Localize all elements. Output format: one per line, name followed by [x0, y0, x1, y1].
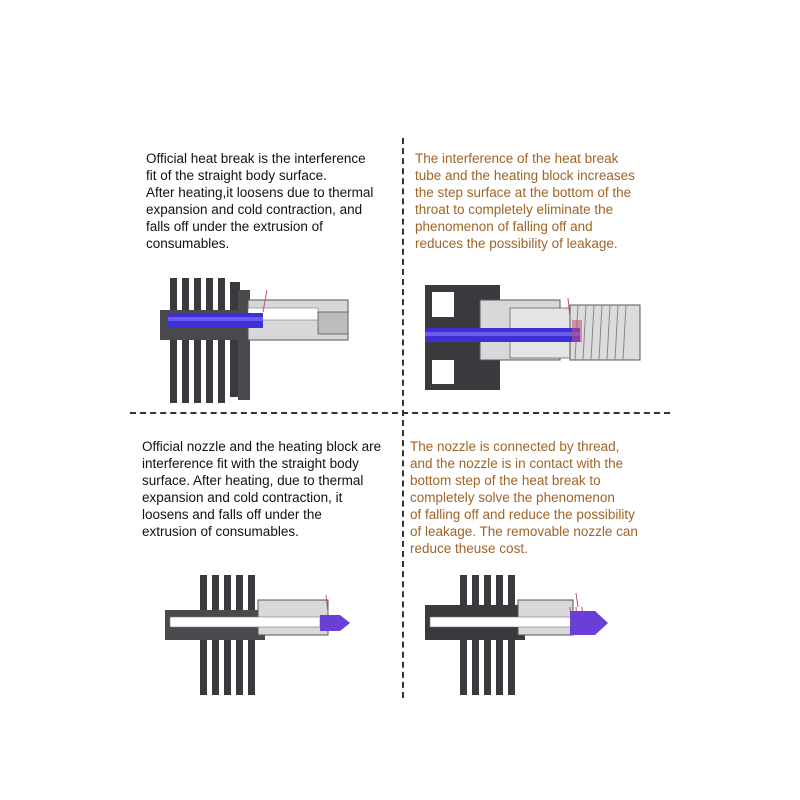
official-nozzle-description: Official nozzle and the heating block are interference fit with the straight body surface. After heating, due to thermal expansion and cold contraction, it loosens and falls off under the extrusion of consumables. — [142, 439, 382, 539]
improved-nozzle-diagram — [420, 565, 625, 705]
official-heat-break-description: Official heat break is the interference fit of the straight body surface. After heating,it loosens due to thermal expansion and cold contraction, and falls off under the extrusion of consumables. — [146, 151, 374, 251]
improved-heat-break-description: The interference of the heat break tube and the heating block increases the step surface at the bottom of the throat to completely eliminate the phenomenon of falling off and reduces the possibility of leakage. — [415, 151, 635, 251]
improved-heat-break-diagram — [420, 280, 645, 395]
vertical-divider — [402, 138, 404, 698]
horizontal-divider — [130, 412, 670, 414]
official-heat-break-diagram — [150, 270, 355, 410]
improved-nozzle-description: The nozzle is connected by thread, and the nozzle is in contact with the bottom step of the heat break to completely solve the phenomenon of falling off and reduce the possibility of leakage. The removable nozzle can reduce theuse cost. — [410, 439, 638, 556]
official-nozzle-diagram — [160, 565, 360, 705]
heatsink-fins — [170, 278, 240, 403]
